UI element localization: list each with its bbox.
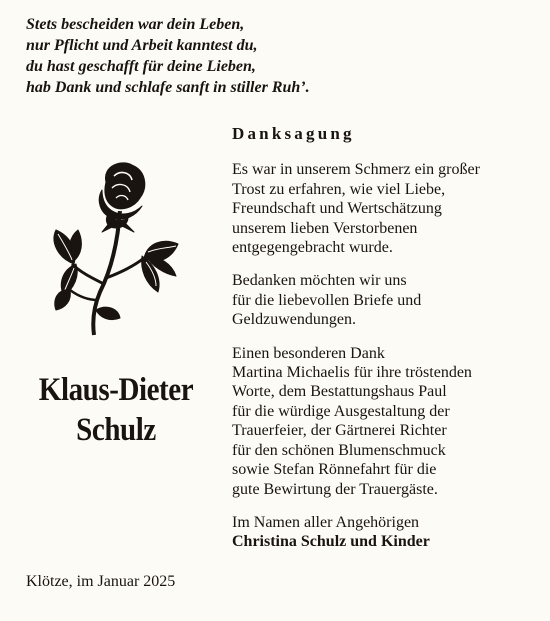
thanks-notice [232,124,532,552]
notice-heading: Danksagung [232,124,355,143]
text-line: Einen besonderen Dank [232,344,385,362]
thanks-paragraph [232,271,532,329]
signature [232,513,532,552]
text-line: gute Bewirtung der Trauergäste. [232,480,438,498]
poem-line: nur Pflicht und Arbeit kanntest du, [26,37,258,54]
text-line: Freundschaft und Wertschätzung [232,200,442,218]
poem-verse [26,14,526,98]
text-line: Geldzuwendungen. [232,311,356,329]
text-line: für die liebevollen Briefe und [232,291,422,309]
poem-line: du hast geschafft für deine Lieben, [26,58,256,75]
text-line: Trauerfeier, der Gärtnerei Richter [232,422,447,440]
rose-icon [48,160,196,340]
text-line: Martina Michaelis für ihre tröstenden [232,364,472,382]
text-line: entgegengebracht wurde. [232,239,393,257]
text-line: sowie Stefan Rönnefahrt für die [232,461,437,479]
thanks-paragraph [232,344,532,499]
text-line: Es war in unserem Schmerz ein großer [232,161,480,179]
place-date: Klötze, im Januar 2025 [26,573,176,590]
text-line: Bedanken möchten wir uns [232,272,407,290]
text-line: für den schönen Blumenschmuck [232,441,446,459]
first-name: Klaus-Dieter [38,372,194,408]
poem-line: Stets bescheiden war dein Leben, [26,16,245,33]
text-line: Trost zu erfahren, wie viel Liebe, [232,180,446,198]
text-line: Worte, dem Bestattungshaus Paul [232,383,447,401]
thanks-paragraph [232,160,532,257]
poem-line: hab Dank und schlafe sanft in stiller Ruh’. [26,79,310,96]
signature-names: Christina Schulz und Kinder [232,533,430,551]
last-name: Schulz [76,412,156,448]
text-line: unserem lieben Verstorbenen [232,219,418,237]
text-line: für die würdige Ausgestaltung der [232,402,450,420]
signature-intro: Im Namen aller Angehörigen [232,513,420,531]
deceased-name [23,370,210,450]
